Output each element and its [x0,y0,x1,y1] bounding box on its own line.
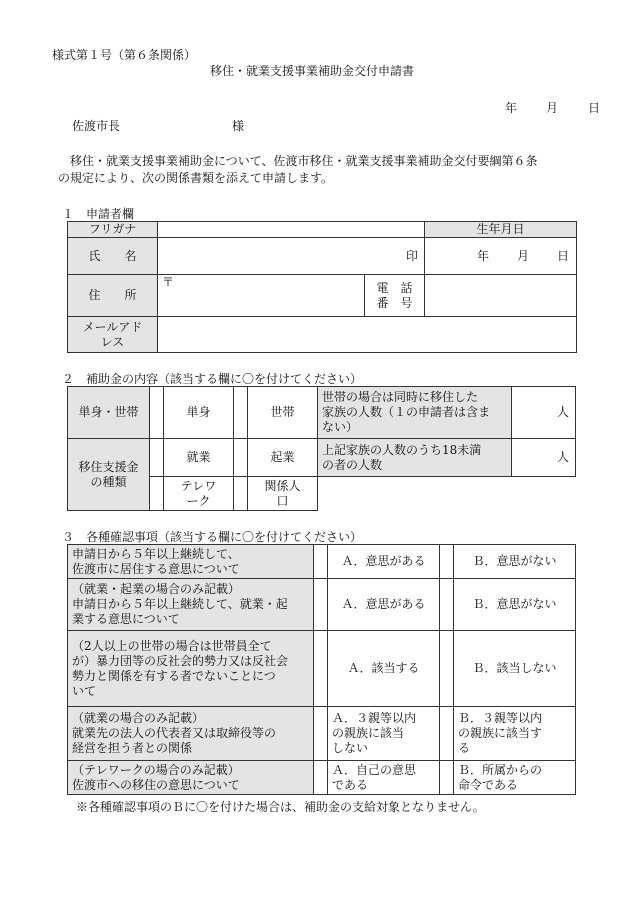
phone-field[interactable] [425,275,577,317]
birth-year: 年 [476,248,489,263]
birthdate-field[interactable] [425,238,577,275]
intro-line-2: の規定により、次の関係書類を添えて申請します。 [58,171,334,185]
phone-label: 電 話 番 号 [365,275,425,317]
option-a-checkbox[interactable] [314,761,328,795]
confirmation-row [68,631,576,707]
birth-day: 日 [556,248,569,263]
option-b-checkbox[interactable] [440,545,454,579]
section3-heading: ３ 各種確認事項（該当する欄に〇を付けてください） [62,530,363,544]
under18-label: 上記家族の人数のうち18未満 の者の人数 [318,439,512,477]
support-type-label: 移住支援金 の種類 [68,439,150,511]
birth-month: 月 [516,248,529,263]
question-text: （テレワークの場合のみ記載） 佐渡市への移住の意思について [68,761,314,795]
addressee: 佐渡市長 [72,119,121,133]
option-a-label: Ａ．意思がある [328,545,440,579]
section1-heading: １ 申請者欄 [62,207,135,221]
birthdate-label: 生年月日 [425,222,577,238]
confirmation-row [68,707,576,761]
household-type-label: 単身・世帯 [68,387,150,439]
option-b-label: Ｂ．該当しない [454,631,576,707]
address-label: 住 所 [68,275,158,317]
option-b-checkbox[interactable] [440,631,454,707]
option-b-label: Ｂ．３親等以内 の親族に該当す る [454,707,576,761]
option-a-checkbox[interactable] [314,707,328,761]
email-label: メールアド レス [68,317,158,353]
startup-checkbox[interactable] [234,439,248,477]
option-b-label: Ｂ．意思がない [454,545,576,579]
single-label: 単身 [164,387,234,439]
under18-field[interactable] [512,439,576,477]
intro-line-1: 移住・就業支援事業補助金について、佐渡市移住・就業支援事業補助金交付要綱第６条 [70,154,538,168]
applicant-table [67,221,577,353]
email-field[interactable] [158,317,577,353]
date-month: 月 [546,101,559,115]
form-number: 様式第１号（第６条関係） [52,48,197,62]
telework-checkbox[interactable] [150,477,164,511]
subsidy-content-table [67,386,575,508]
option-a-label: Ａ．該当する [328,631,440,707]
option-b-checkbox[interactable] [440,579,454,631]
option-a-label: Ａ．自己の意思 である [328,761,440,795]
document-title: 移住・就業支援事業補助金交付申請書 [210,64,415,78]
name-field[interactable] [158,238,425,275]
person-unit: 人 [556,450,569,464]
name-label: 氏 名 [68,238,158,275]
employment-label: 就業 [164,439,234,477]
confirmation-table [67,544,576,795]
household-label: 世帯 [248,387,318,439]
single-checkbox[interactable] [150,387,164,439]
confirmation-row [68,545,576,579]
option-a-label: Ａ．３親等以内 の親族に該当 しない [328,707,440,761]
date-day: 日 [588,101,601,115]
furigana-field[interactable] [158,222,425,238]
option-b-label: Ｂ．意思がない [454,579,576,631]
startup-label: 起業 [248,439,318,477]
option-a-checkbox[interactable] [314,631,328,707]
address-field[interactable] [158,275,365,317]
question-text: （就業の場合のみ記載） 就業先の法人の代表者又は取締役等の 経営を担う者との関係 [68,707,314,761]
honorific: 様 [232,119,245,133]
person-unit: 人 [556,405,569,419]
date-year: 年 [505,101,518,115]
furigana-label: フリガナ [68,222,158,238]
question-text: （就業・起業の場合のみ記載） 申請日から５年以上継続して、就業・起 業する意思について [68,579,314,631]
option-a-checkbox[interactable] [314,545,328,579]
option-a-label: Ａ．意思がある [328,579,440,631]
section2-heading: ２ 補助金の内容（該当する欄に〇を付けてください） [62,372,363,386]
family-count-label: 世帯の場合は同時に移住した 家族の人数（１の申請者は含ま ない） [318,387,512,439]
telework-label: テレワ ーク [164,477,234,511]
option-b-checkbox[interactable] [440,761,454,795]
question-text: （2人以上の世帯の場合は世帯員全て が）暴力団等の反社会的勢力又は反社会 勢力と関係を有する者でないことにつ いて [68,631,314,707]
option-b-label: Ｂ．所属からの 命令である [454,761,576,795]
option-b-checkbox[interactable] [440,707,454,761]
relation-checkbox[interactable] [234,477,248,511]
confirmation-row [68,761,576,795]
postal-mark: 〒 [162,275,175,289]
family-count-field[interactable] [512,387,576,439]
household-checkbox[interactable] [234,387,248,439]
seal-mark: 印 [405,248,418,263]
option-a-checkbox[interactable] [314,579,328,631]
confirmation-row [68,579,576,631]
question-text: 申請日から５年以上継続して、 佐渡市に居住する意思について [68,545,314,579]
footnote: ※各種確認事項のＢに〇を付けた場合は、補助金の支給対象となりません。 [76,800,485,814]
employment-checkbox[interactable] [150,439,164,477]
relation-label: 関係人 口 [248,477,318,511]
